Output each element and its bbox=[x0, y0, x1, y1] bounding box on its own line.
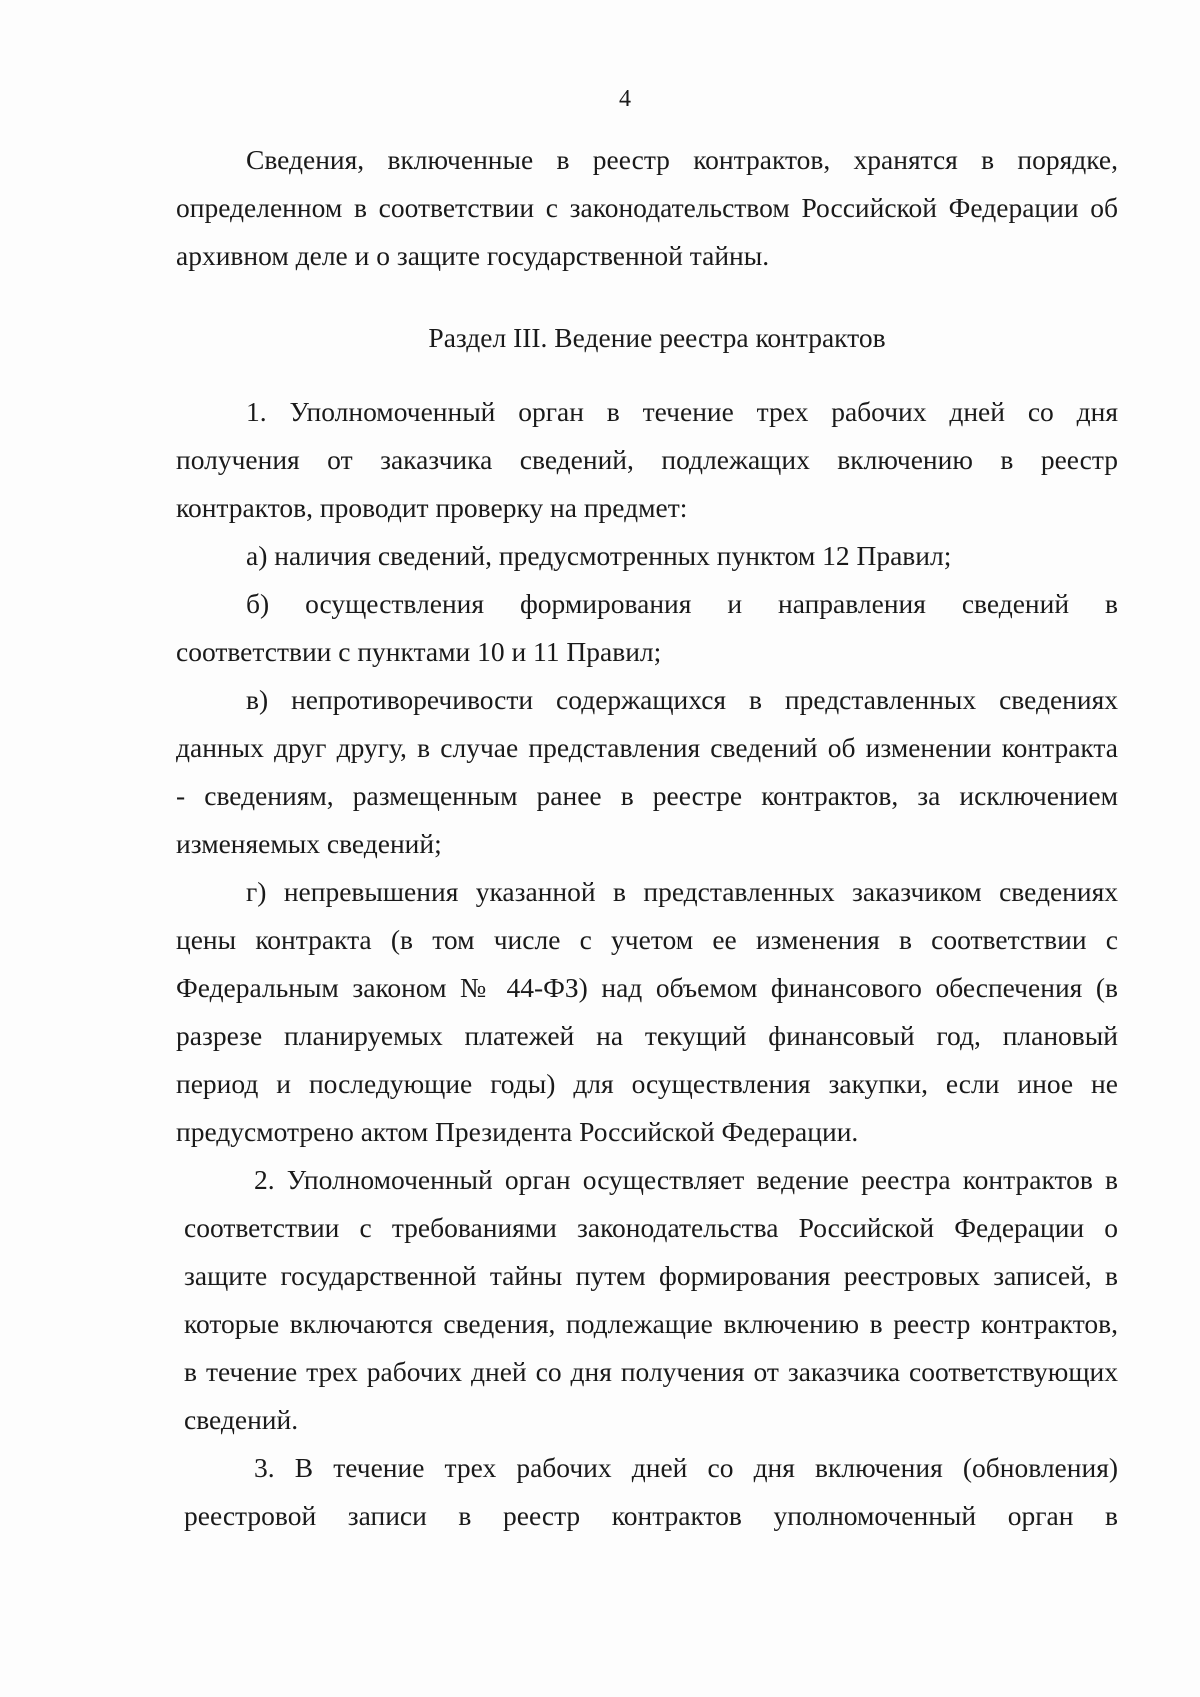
text-line: определенном в соответствии с законодательством Российской Федерации об bbox=[176, 192, 1118, 223]
text-line: б) осуществления формирования и направления сведений в bbox=[246, 588, 1118, 619]
section-heading: Раздел III. Ведение реестра контрактов bbox=[428, 322, 886, 353]
subitem-g-paragraph bbox=[176, 868, 1118, 1156]
text-line: - сведениям, размещенным ранее в реестре контрактов, за исключением bbox=[176, 780, 1118, 811]
text-line: Федеральным законом № 44-ФЗ) над объемом финансового обеспечения (в bbox=[176, 972, 1118, 1003]
subitem-a-paragraph bbox=[176, 532, 1118, 580]
text-line: которые включаются сведения, подлежащие включению в реестр контрактов, bbox=[184, 1308, 1118, 1339]
text-line: период и последующие годы) для осуществления закупки, если иное не bbox=[176, 1068, 1118, 1099]
text-line: получения от заказчика сведений, подлежащих включению в реестр bbox=[176, 444, 1118, 475]
text-line: архивном деле и о защите государственной тайны. bbox=[176, 240, 770, 271]
text-line: контрактов, проводит проверку на предмет: bbox=[176, 492, 688, 523]
intro-paragraph bbox=[176, 136, 1118, 280]
item-3-paragraph bbox=[176, 1444, 1118, 1540]
text-line: соответствии с требованиями законодательства Российской Федерации о bbox=[184, 1212, 1118, 1243]
text-line: соответствии с пунктами 10 и 11 Правил; bbox=[176, 636, 662, 667]
text-line: в течение трех рабочих дней со дня получения от заказчика соответствующих bbox=[184, 1356, 1118, 1387]
text-line: данных друг другу, в случае представления сведений об изменении контракта bbox=[176, 732, 1118, 763]
text-line: изменяемых сведений; bbox=[176, 828, 442, 859]
subitem-b-paragraph bbox=[176, 580, 1118, 676]
text-line: в) непротиворечивости содержащихся в представленных сведениях bbox=[246, 684, 1118, 715]
text-line: реестровой записи в реестр контрактов уполномоченный орган в bbox=[184, 1500, 1118, 1531]
text-line: предусмотрено актом Президента Российской Федерации. bbox=[176, 1116, 859, 1147]
subitem-v-paragraph bbox=[176, 676, 1118, 868]
text-line: цены контракта (в том числе с учетом ее изменения в соответствии с bbox=[176, 924, 1118, 955]
document-body bbox=[176, 136, 1118, 1540]
item-1-paragraph bbox=[176, 388, 1118, 532]
item-2-paragraph bbox=[176, 1156, 1118, 1444]
text-line: 1. Уполномоченный орган в течение трех рабочих дней со дня bbox=[246, 396, 1118, 427]
text-line: Сведения, включенные в реестр контрактов, хранятся в порядке, bbox=[246, 144, 1118, 175]
text-line: а) наличия сведений, предусмотренных пунктом 12 Правил; bbox=[246, 540, 952, 571]
text-line: защите государственной тайны путем формирования реестровых записей, в bbox=[184, 1260, 1118, 1291]
text-line: г) непревышения указанной в представленных заказчиком сведениях bbox=[246, 876, 1118, 907]
text-line: 3. В течение трех рабочих дней со дня включения (обновления) bbox=[254, 1452, 1118, 1483]
page-number: 4 bbox=[619, 86, 631, 112]
text-line: сведений. bbox=[184, 1404, 299, 1435]
text-line: 2. Уполномоченный орган осуществляет ведение реестра контрактов в bbox=[254, 1164, 1118, 1195]
text-line: разрезе планируемых платежей на текущий финансовый год, плановый bbox=[176, 1020, 1118, 1051]
